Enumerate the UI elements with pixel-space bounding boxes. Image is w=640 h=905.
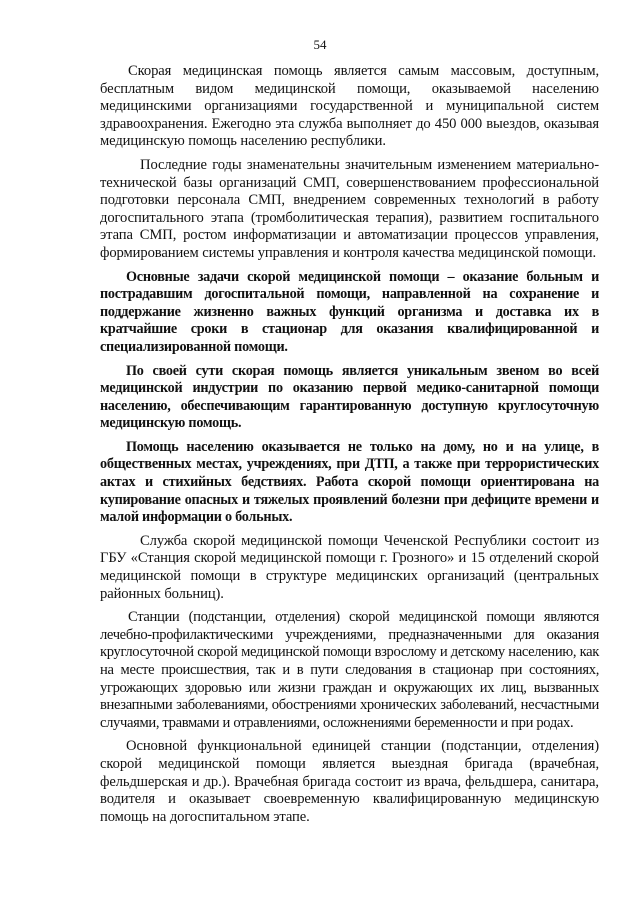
paragraph-main-tasks: Основные задачи скорой медицинской помощи – оказание больным и пострадавшим догоспитальной помощи, направленной на сохранение и поддержание жизненно важных функций организма и доставка их в кратчайшие сроки в стационар для оказания квалифицированной и специализированной помощи. (100, 268, 599, 355)
paragraph-unique-link: По своей сути скорая помощь является уникальным звеном во всей медицинской индустрии по оказанию первой медико-санитарной помощи населению, обеспечивающим гарантированную доступную круглосуточную медицинскую помощь. (100, 362, 599, 432)
paragraph-stations-definition: Станции (подстанции, отделения) скорой медицинской помощи являются лечебно-профилактическими учреждениями, предназначенными для оказания круглосуточной скорой медицинской помощи взрослому и детскому населению, как на месте происшествия, так и в пути следования в стационар при состояниях, угрожающих здоровью или жизни граждан и окружающих их лиц, вызванных внезапными заболеваниями, обострениями хронических заболеваний, несчастными случаями, травмами и отравлениями, осложнениями беременности и при родах. (100, 609, 599, 731)
paragraph-assistance-locations: Помощь населению оказывается не только на дому, но и на улице, в общественных местах, учреждениях, при ДТП, а также при террористических актах и стихийных бедствиях. Работа скорой помощи ориентирована на купирование опасных и тяжелых проявлений болезни при дефиците времени и малой информации о больных. (100, 438, 599, 526)
document-body (100, 63, 599, 832)
paragraph-chechen-service-structure: Служба скорой медицинской помощи Чеченской Республики состоит из ГБУ «Станция скорой медицинской помощи г. Грозного» и 15 отделений скорой медицинской помощи в структуре медицинских организаций (центральных районных больниц). (100, 532, 599, 602)
paragraph-emergency-care-overview: Скорая медицинская помощь является самым массовым, доступным, бесплатным видом медицинской помощи, оказываемой населению медицинскими организациями государственной и муниципальной систем здравоохранения. Ежегодно эта служба выполняет до 450 000 выездов, оказывая медицинскую помощь населению республики. (100, 63, 599, 150)
paragraph-field-team: Основной функциональной единицей станции (подстанции, отделения) скорой медицинской помощи является выездная бригада (врачебная, фельдшерская и др.). Врачебная бригада состоит из врача, фельдшера, санитара, водителя и оказывает своевременную квалифицированную медицинскую помощь на догоспитальном этапе. (100, 738, 599, 825)
paragraph-recent-years: Последние годы знаменательны значительным изменением материально-технической базы организаций СМП, совершенствованием профессиональной подготовки персонала СМП, внедрением современных технологий в работу догоспитального этапа (тромболитическая терапия), развитием госпитального этапа СМП, ростом информатизации и автоматизации процессов управления, формированием системы управления и контроля качества медицинской помощи. (100, 156, 599, 261)
page-number: 54 (313, 37, 327, 52)
